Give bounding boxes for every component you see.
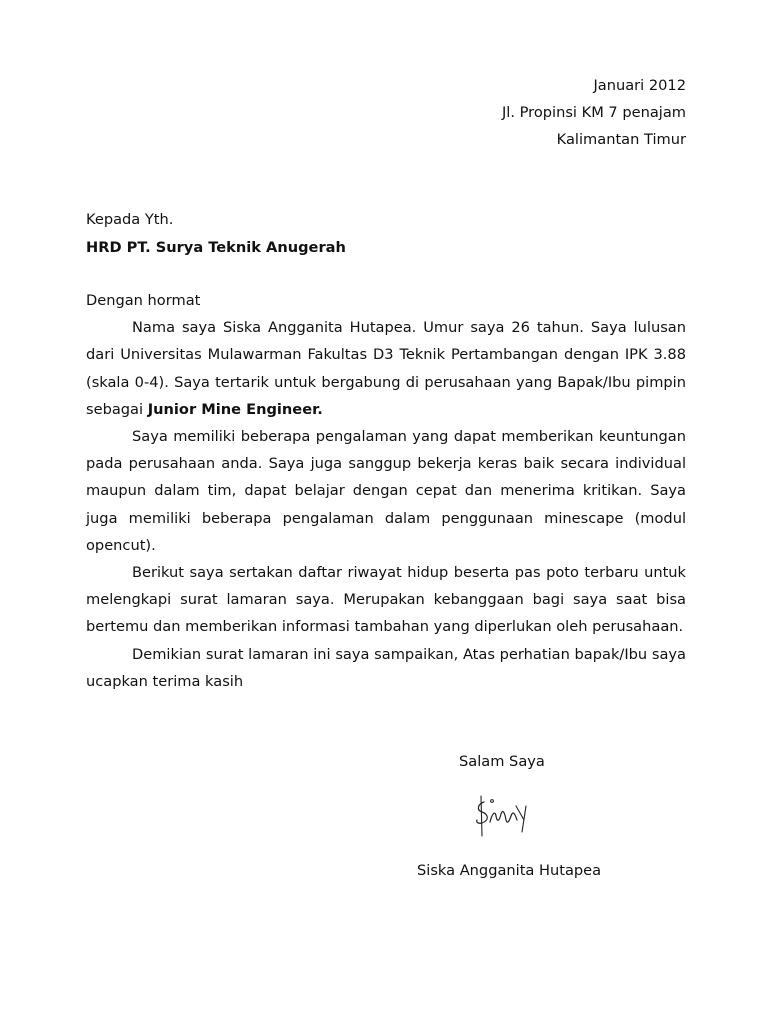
letter-body bbox=[86, 287, 686, 695]
closing-phrase: Salam Saya bbox=[459, 753, 545, 770]
recipient-salutation: Kepada Yth. bbox=[86, 211, 174, 228]
paragraph-2: Saya memiliki beberapa pengalaman yang dapat memberikan keuntungan pada perusahaan anda. Saya juga sanggup bekerja keras baik secara individual maupun dalam tim, dapat belajar dengan cepat dan menerima kritikan. Saya juga memiliki beberapa pengalaman dalam penggunaan minescape (modul opencut). bbox=[86, 428, 686, 554]
signer-name: Siska Angganita Hutapea bbox=[417, 862, 602, 879]
paragraph-1-text: Nama saya Siska Angganita Hutapea. Umur saya 26 tahun. Saya lulusan dari Universitas Mulawarman Fakultas D3 Teknik Pertambangan dengan IPK 3.88 (skala 0-4). Saya tertarik untuk bergabung di perusahaan yang Bapak/Ibu pimpin sebagai bbox=[86, 319, 686, 418]
paragraph-1 bbox=[86, 314, 686, 423]
handwritten-signature bbox=[470, 792, 534, 840]
recipient-name: HRD PT. Surya Teknik Anugerah bbox=[86, 239, 346, 256]
address-line-2: Kalimantan Timur bbox=[556, 131, 686, 148]
recipient-block bbox=[86, 206, 346, 262]
paragraph-3: Berikut saya sertakan daftar riwayat hidup beserta pas poto terbaru untuk melengkapi surat lamaran saya. Merupakan kebanggaan bagi saya saat bisa bertemu dan memberikan informasi tambahan yang diperlukan oleh perusahaan. bbox=[86, 564, 686, 636]
greeting: Dengan hormat bbox=[86, 292, 201, 309]
sender-address-block bbox=[502, 72, 686, 153]
paragraph-4: Demikian surat lamaran ini saya sampaikan, Atas perhatian bapak/Ibu saya ucapkan terima kasih bbox=[86, 645, 686, 690]
address-line-1: Jl. Propinsi KM 7 penajam bbox=[501, 104, 686, 121]
letter-date: Januari 2012 bbox=[593, 77, 686, 94]
applied-position: Junior Mine Engineer. bbox=[147, 400, 323, 418]
